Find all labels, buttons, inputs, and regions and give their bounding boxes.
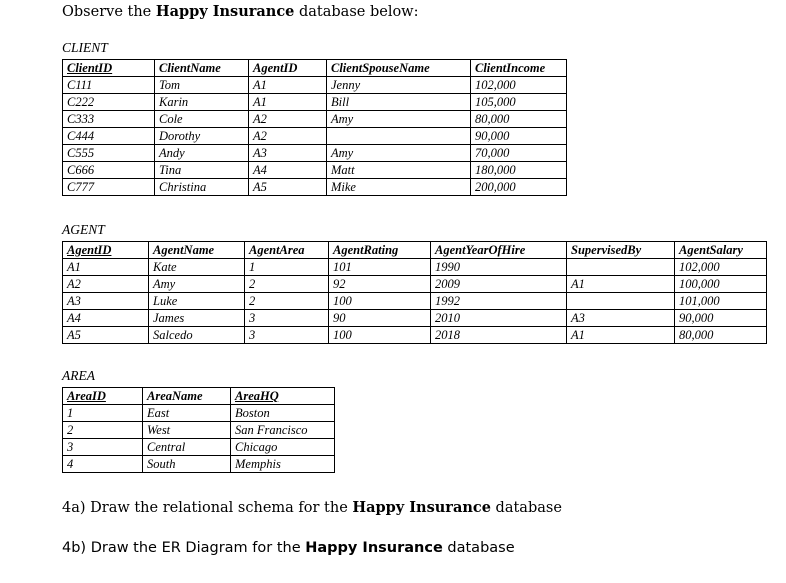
- agent-header-salary: AgentSalary: [675, 242, 767, 259]
- table-cell: Memphis: [231, 456, 335, 473]
- table-cell: 1990: [431, 259, 567, 276]
- table-row: [63, 259, 767, 276]
- table-cell: A5: [63, 327, 149, 344]
- table-cell: A4: [63, 310, 149, 327]
- table-cell: Boston: [231, 405, 335, 422]
- table-cell: 3: [245, 310, 329, 327]
- table-cell: East: [143, 405, 231, 422]
- table-cell: Matt: [327, 162, 471, 179]
- table-cell: 100: [329, 327, 431, 344]
- table-cell: 90: [329, 310, 431, 327]
- table-cell: C777: [63, 179, 155, 196]
- question-4a-suffix: database: [490, 500, 562, 516]
- table-cell: A1: [567, 327, 675, 344]
- table-cell: 4: [63, 456, 143, 473]
- table-row: [63, 422, 335, 439]
- question-4b-db-name: Happy Insurance: [305, 540, 443, 556]
- table-cell: 92: [329, 276, 431, 293]
- table-cell: C444: [63, 128, 155, 145]
- table-cell: 1992: [431, 293, 567, 310]
- table-cell: A4: [249, 162, 327, 179]
- table-cell: Dorothy: [155, 128, 249, 145]
- table-cell: Tom: [155, 77, 249, 94]
- table-row: [63, 276, 767, 293]
- table-cell: 101,000: [675, 293, 767, 310]
- table-row: [63, 111, 567, 128]
- table-cell: C111: [63, 77, 155, 94]
- table-cell: Cole: [155, 111, 249, 128]
- table-cell: Andy: [155, 145, 249, 162]
- table-cell: West: [143, 422, 231, 439]
- table-cell: Kate: [149, 259, 245, 276]
- table-cell: [327, 128, 471, 145]
- table-cell: 200,000: [471, 179, 567, 196]
- table-cell: 180,000: [471, 162, 567, 179]
- table-cell: 2018: [431, 327, 567, 344]
- table-cell: 90,000: [675, 310, 767, 327]
- table-cell: 3: [63, 439, 143, 456]
- question-4a-db-name: Happy Insurance: [352, 499, 491, 516]
- area-header-areaname: AreaName: [143, 388, 231, 405]
- table-cell: Amy: [327, 145, 471, 162]
- table-cell: 80,000: [471, 111, 567, 128]
- table-cell: 2: [63, 422, 143, 439]
- table-cell: A1: [567, 276, 675, 293]
- question-4b-prefix: 4b) Draw the ER Diagram for the: [62, 540, 306, 556]
- table-cell: A5: [249, 179, 327, 196]
- area-header-areaid: AreaID: [63, 388, 143, 405]
- client-table-title: CLIENT: [62, 40, 108, 55]
- table-row: [63, 77, 567, 94]
- table-cell: James: [149, 310, 245, 327]
- client-table: [62, 59, 567, 196]
- client-header-clientname: ClientName: [155, 60, 249, 77]
- table-cell: 105,000: [471, 94, 567, 111]
- table-row: [63, 439, 335, 456]
- table-row: [63, 405, 335, 422]
- table-row: [63, 94, 567, 111]
- table-row: [63, 310, 767, 327]
- table-cell: C555: [63, 145, 155, 162]
- agent-table: [62, 241, 767, 344]
- client-header-clientid: ClientID: [63, 60, 155, 77]
- table-cell: Jenny: [327, 77, 471, 94]
- area-table: [62, 387, 335, 473]
- area-header-row: [63, 388, 335, 405]
- table-cell: A2: [63, 276, 149, 293]
- table-cell: Chicago: [231, 439, 335, 456]
- table-cell: A1: [249, 77, 327, 94]
- table-row: [63, 327, 767, 344]
- table-cell: A2: [249, 128, 327, 145]
- table-cell: A3: [567, 310, 675, 327]
- agent-header-agentarea: AgentArea: [245, 242, 329, 259]
- table-cell: San Francisco: [231, 422, 335, 439]
- table-row: [63, 179, 567, 196]
- table-cell: 90,000: [471, 128, 567, 145]
- table-cell: C666: [63, 162, 155, 179]
- table-cell: A1: [63, 259, 149, 276]
- agent-header-supervisedby: SupervisedBy: [567, 242, 675, 259]
- question-4b-suffix: database: [442, 540, 515, 556]
- question-4a-prefix: 4a) Draw the relational schema for the: [62, 500, 353, 516]
- table-cell: C222: [63, 94, 155, 111]
- table-cell: 2009: [431, 276, 567, 293]
- heading-db-name: Happy Insurance: [155, 3, 295, 20]
- table-cell: A1: [249, 94, 327, 111]
- table-cell: 70,000: [471, 145, 567, 162]
- table-cell: 102,000: [471, 77, 567, 94]
- table-cell: Salcedo: [149, 327, 245, 344]
- area-header-areahq: AreaHQ: [231, 388, 335, 405]
- table-cell: Amy: [149, 276, 245, 293]
- agent-header-agentname: AgentName: [149, 242, 245, 259]
- table-cell: C333: [63, 111, 155, 128]
- table-cell: South: [143, 456, 231, 473]
- table-row: [63, 456, 335, 473]
- client-header-spousename: ClientSpouseName: [327, 60, 471, 77]
- page-heading: [62, 3, 418, 20]
- table-row: [63, 293, 767, 310]
- table-cell: Karin: [155, 94, 249, 111]
- agent-header-agentrating: AgentRating: [329, 242, 431, 259]
- table-cell: Tina: [155, 162, 249, 179]
- agent-header-yearofhire: AgentYearOfHire: [431, 242, 567, 259]
- table-row: [63, 162, 567, 179]
- heading-prefix: Observe the: [62, 4, 156, 20]
- table-cell: 1: [245, 259, 329, 276]
- area-table-title: AREA: [62, 368, 95, 383]
- question-4b: [62, 540, 515, 556]
- question-4a: [62, 499, 562, 516]
- table-cell: 3: [245, 327, 329, 344]
- agent-table-title: AGENT: [62, 222, 105, 237]
- table-cell: Luke: [149, 293, 245, 310]
- client-header-agentid: AgentID: [249, 60, 327, 77]
- table-cell: A3: [249, 145, 327, 162]
- agent-header-row: [63, 242, 767, 259]
- client-header-row: [63, 60, 567, 77]
- table-cell: A2: [249, 111, 327, 128]
- table-cell: 101: [329, 259, 431, 276]
- table-cell: 1: [63, 405, 143, 422]
- table-cell: 102,000: [675, 259, 767, 276]
- table-row: [63, 145, 567, 162]
- table-row: [63, 128, 567, 145]
- table-cell: Bill: [327, 94, 471, 111]
- table-cell: 100: [329, 293, 431, 310]
- table-cell: [567, 293, 675, 310]
- table-cell: 2: [245, 276, 329, 293]
- table-cell: 2: [245, 293, 329, 310]
- table-cell: Central: [143, 439, 231, 456]
- table-cell: [567, 259, 675, 276]
- heading-suffix: database below:: [294, 4, 419, 20]
- table-cell: Amy: [327, 111, 471, 128]
- table-cell: 100,000: [675, 276, 767, 293]
- table-cell: A3: [63, 293, 149, 310]
- table-cell: Christina: [155, 179, 249, 196]
- table-cell: 2010: [431, 310, 567, 327]
- table-cell: 80,000: [675, 327, 767, 344]
- agent-header-agentid: AgentID: [63, 242, 149, 259]
- client-header-income: ClientIncome: [471, 60, 567, 77]
- table-cell: Mike: [327, 179, 471, 196]
